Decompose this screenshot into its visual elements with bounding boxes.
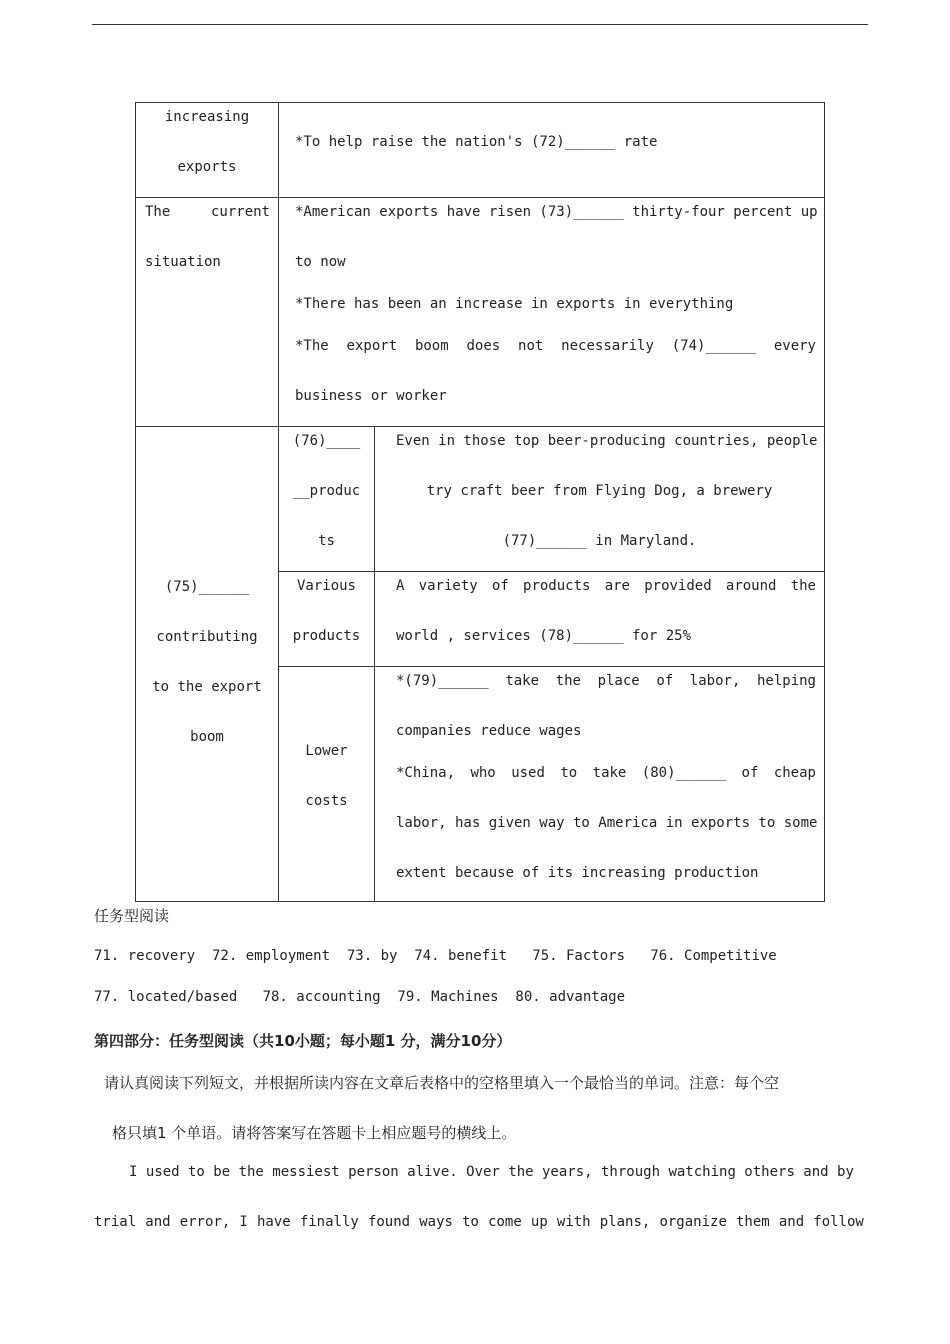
text-q80: *China, who used to take (80)______ of cheap <box>396 765 816 781</box>
top-rule <box>92 24 868 25</box>
passage-line-1: I used to be the messiest person alive. Over the years, through watching others and by <box>129 1164 854 1180</box>
cell-beer <box>375 427 825 572</box>
row-factors-1 <box>136 427 825 572</box>
label-boom: boom <box>190 729 224 745</box>
label-situation: situation <box>145 254 221 270</box>
cell-various <box>279 572 375 667</box>
label-q76: (76)____ <box>292 433 361 449</box>
label-increasing: increasing <box>164 109 250 125</box>
text-beer-1: Even in those top beer-producing countries, people <box>396 433 818 449</box>
task-table <box>135 102 825 902</box>
text-increase: *There has been an increase in exports in everything <box>295 296 734 312</box>
row-increasing-exports <box>136 103 825 198</box>
cell-variety <box>375 572 825 667</box>
label-ts: ts <box>318 533 335 549</box>
cell-lower-costs <box>279 667 375 902</box>
section-instruction-2: 格只填1 个单语。请将答案写在答题卡上相应题号的横线上。 <box>112 1124 517 1142</box>
label-costs: costs <box>305 793 348 809</box>
text-business: business or worker <box>295 388 447 404</box>
text-reduce-wages: companies reduce wages <box>396 723 582 739</box>
text-q79: *(79)______ take the place of labor, helping <box>396 673 816 689</box>
label-products: products <box>292 628 361 644</box>
label-to-export: to the export <box>152 679 262 695</box>
text-q72: *To help raise the nation's (72)______ rate <box>295 134 658 150</box>
answers-heading: 任务型阅读 <box>94 907 170 925</box>
text-q77: (77)______ in Maryland. <box>502 533 697 549</box>
label-contributing: contributing <box>156 629 258 645</box>
cell-current-situation <box>136 198 279 427</box>
answers-line-2: 77. located/based 78. accounting 79. Machines 80. advantage <box>94 989 626 1005</box>
passage-line-2: trial and error, I have finally found ways to come up with plans, organize them and follow <box>94 1214 864 1230</box>
word-current: current <box>210 204 270 220</box>
word-the: The <box>145 204 171 220</box>
label-q75: (75)______ <box>164 579 250 595</box>
answers-line-1: 71. recovery 72. employment 73. by 74. benefit 75. Factors 76. Competitive <box>94 948 777 964</box>
cell-purpose <box>279 103 825 198</box>
text-q78: world , services (78)______ for 25% <box>396 628 692 644</box>
label-the-current <box>145 204 270 220</box>
row-current-situation <box>136 198 825 427</box>
label-exports: exports <box>177 159 237 175</box>
section-instruction-1: 请认真阅读下列短文，并根据所读内容在文章后表格中的空格里填入一个最恰当的单词。注意：每个空 <box>104 1074 780 1092</box>
cell-q76 <box>279 427 375 572</box>
cell-increasing-exports <box>136 103 279 198</box>
label-produc: __produc <box>292 483 361 499</box>
text-q74: *The export boom does not necessarily (74)______ every <box>295 338 816 354</box>
text-given-way: labor, has given way to America in exports to some <box>396 815 818 831</box>
text-q73: *American exports have risen (73)______ thirty-four percent up <box>295 204 818 220</box>
text-beer-2: try craft beer from Flying Dog, a brewery <box>426 483 773 499</box>
label-lower: Lower <box>305 743 348 759</box>
cell-situation-details <box>279 198 825 427</box>
text-extent: extent because of its increasing production <box>396 865 759 881</box>
label-various: Various <box>296 578 356 594</box>
cell-q75 <box>136 427 279 902</box>
text-to-now: to now <box>295 254 346 270</box>
section-title: 第四部分：任务型阅读（共10小题；每小题1 分，满分10分） <box>94 1032 512 1050</box>
cell-costs-details <box>375 667 825 902</box>
text-variety: A variety of products are provided around the <box>396 578 816 594</box>
